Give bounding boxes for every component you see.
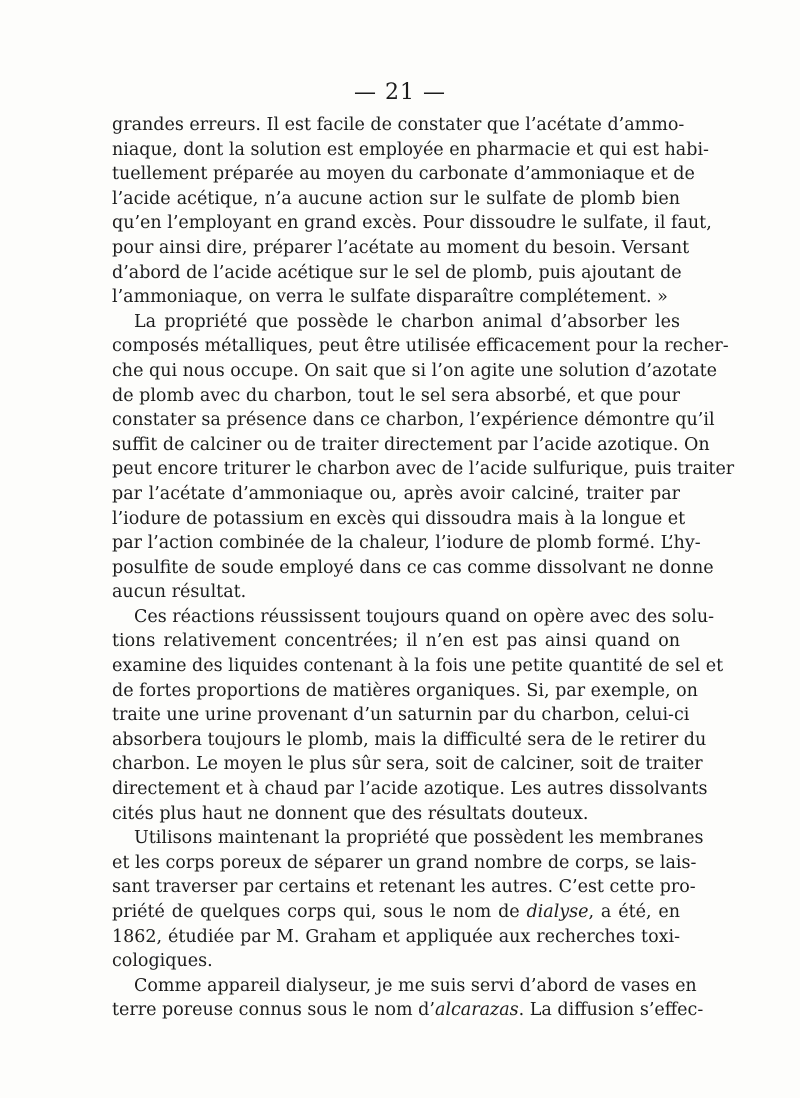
text-line: absorbera toujours le plomb, mais la difficulté sera de le retirer du <box>112 729 707 750</box>
text-line: cités plus haut ne donnent que des résultats douteux. <box>112 803 589 824</box>
text-line: et les corps poreux de séparer un grand nombre de corps, se lais- <box>112 852 697 873</box>
text-line: par l’acétate d’ammoniaque ou, après avoir calciné, traiter par <box>112 483 680 504</box>
text-line: de fortes proportions de matières organiques. Si, par exemple, on <box>112 680 698 701</box>
text-line: charbon. Le moyen le plus sûr sera, soit de calciner, soit de traiter <box>112 754 703 775</box>
text-line: traite une urine provenant d’un saturnin par du charbon, celui-ci <box>112 705 690 726</box>
text-line: constater sa présence dans ce charbon, l’expérience démontre qu’il <box>112 410 715 431</box>
body-text <box>112 113 735 1023</box>
text-line: d’abord de l’acide acétique sur le sel de plomb, puis ajoutant de <box>112 262 682 283</box>
text-line: tuellement préparée au moyen du carbonate d’ammoniaque et de <box>112 164 695 185</box>
text-line: che qui nous occupe. On sait que si l’on agite une solution d’azotate <box>112 360 718 381</box>
text-line: composés métalliques, peut être utilisée efficacement pour la recher- <box>112 336 729 357</box>
text-line: 1862, étudiée par M. Graham et appliquée aux recherches toxi- <box>112 926 680 947</box>
text-line: sant traverser par certains et retenant les autres. C’est cette pro- <box>112 877 696 898</box>
text-line: suffit de calciner ou de traiter directement par l’acide azotique. On <box>112 434 710 455</box>
text-line: de plomb avec du charbon, tout le sel sera absorbé, et que pour <box>112 385 680 406</box>
text-line: priété de quelques corps qui, sous le nom de dialyse, a été, en <box>112 902 680 922</box>
text-line: Utilisons maintenant la propriété que possèdent les membranes <box>134 828 704 849</box>
text-line: cologiques. <box>112 951 213 972</box>
text-line: examine des liquides contenant à la fois une petite quantité de sel et <box>112 656 724 677</box>
text-line: directement et à chaud par l’acide azotique. Les autres dissolvants <box>112 779 708 800</box>
text-line: par l’action combinée de la chaleur, l’iodure de plomb formé. L’hy- <box>112 533 701 554</box>
text-line: grandes erreurs. Il est facile de constater que l’acétate d’ammo- <box>112 115 685 135</box>
text-line: pour ainsi dire, préparer l’acétate au moment du besoin. Versant <box>112 237 690 258</box>
text-line: Comme appareil dialyseur, je me suis servi d’abord de vases en <box>134 975 697 996</box>
text-line: l’iodure de potassium en excès qui dissoudra mais à la longue et <box>112 508 686 529</box>
text-line: peut encore triturer le charbon avec de l’acide sulfurique, puis traiter <box>112 459 735 480</box>
text-line: terre poreuse connus sous le nom d’alcarazas. La diffusion s’effec- <box>112 1000 704 1021</box>
text-line: tions relativement concentrées; il n’en est pas ainsi quand on <box>112 631 680 652</box>
text-line: niaque, dont la solution est employée en pharmacie et qui est habi- <box>112 139 709 160</box>
page-number: — 21 — <box>354 80 446 105</box>
text-line: aucun résultat. <box>112 582 247 603</box>
text-line: l’ammoniaque, on verra le sulfate disparaître complétement. » <box>112 287 668 308</box>
text-line: La propriété que possède le charbon animal d’absorber les <box>134 311 680 332</box>
text-line: Ces réactions réussissent toujours quand on opère avec des solu- <box>134 606 715 627</box>
text-line: l’acide acétique, n’a aucune action sur le sulfate de plomb bien <box>112 188 680 209</box>
text-line: qu’en l’employant en grand excès. Pour dissoudre le sulfate, il faut, <box>112 213 712 234</box>
text-line: posulfite de soude employé dans ce cas comme dissolvant ne donne <box>112 557 714 578</box>
